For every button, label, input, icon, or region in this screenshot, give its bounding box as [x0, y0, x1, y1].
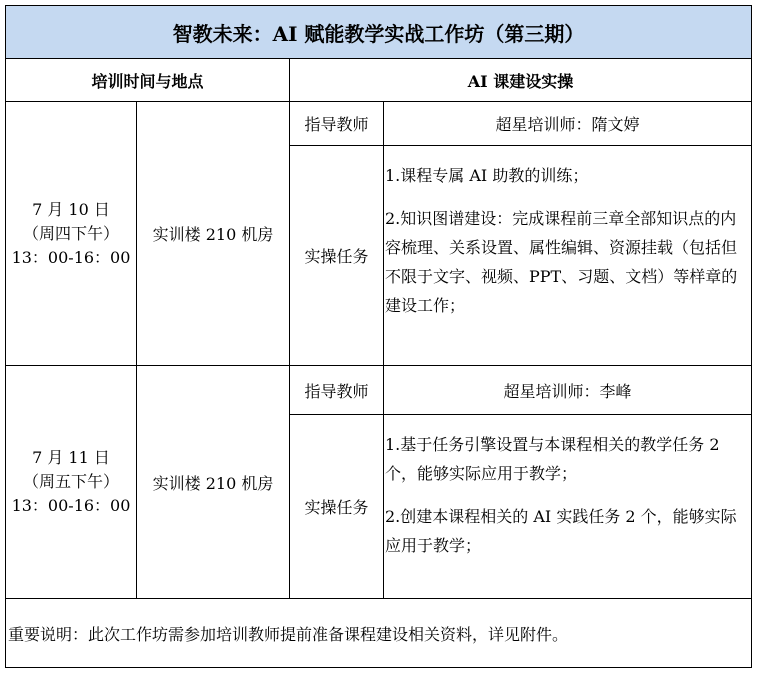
session-2-instructor-label: 指导教师	[289, 366, 383, 415]
session-1-location: 实训楼 210 机房	[136, 102, 289, 366]
important-note: 重要说明：此次工作坊需参加培训教师提前准备课程建设相关资料，详见附件。	[8, 624, 569, 644]
session-2-task-2: 2.创建本课程相关的 AI 实践任务 2 个，能够实际应用于教学；	[385, 507, 737, 555]
session-1-task-list	[383, 146, 751, 366]
session-1-datetime	[6, 102, 136, 366]
session-1-instructor: 超星培训师：隋文婷	[383, 102, 751, 146]
session-2-instructor: 超星培训师：李峰	[383, 366, 751, 415]
session-1-instructor-label: 指导教师	[289, 102, 383, 146]
workshop-schedule-table	[5, 5, 752, 668]
session-1-date: 7 月 10 日	[32, 199, 110, 219]
session-2-task-label: 实操任务	[289, 415, 383, 599]
session-2-weekday: （周五下午）	[22, 472, 119, 491]
header-course: AI 课建设实操	[289, 59, 751, 102]
session-2-time: 13：00-16：00	[11, 496, 131, 515]
session-2-location: 实训楼 210 机房	[136, 366, 289, 599]
session-1-task-label: 实操任务	[289, 146, 383, 366]
session-2-task-1: 1.基于任务引擎设置与本课程相关的教学任务 2 个，能够实际应用于教学；	[385, 435, 720, 483]
header-time-place: 培训时间与地点	[6, 59, 289, 102]
session-1-time: 13：00-16：00	[11, 247, 131, 267]
table-title: 智教未来：AI 赋能教学实战工作坊（第三期）	[6, 6, 751, 59]
session-2-date: 7 月 11 日	[32, 448, 110, 467]
session-1-task-2: 2.知识图谱建设：完成课程前三章全部知识点的内容梳理、关系设置、属性编辑、资源挂载（包括但不限于文字、视频、PPT、习题、文档）等样章的建设工作；	[385, 209, 738, 315]
session-1-task-1: 1.课程专属 AI 助教的训练；	[385, 166, 589, 185]
session-1-weekday: （周四下午）	[22, 223, 119, 243]
session-2-task-list	[383, 415, 751, 599]
session-2-datetime	[6, 366, 136, 599]
